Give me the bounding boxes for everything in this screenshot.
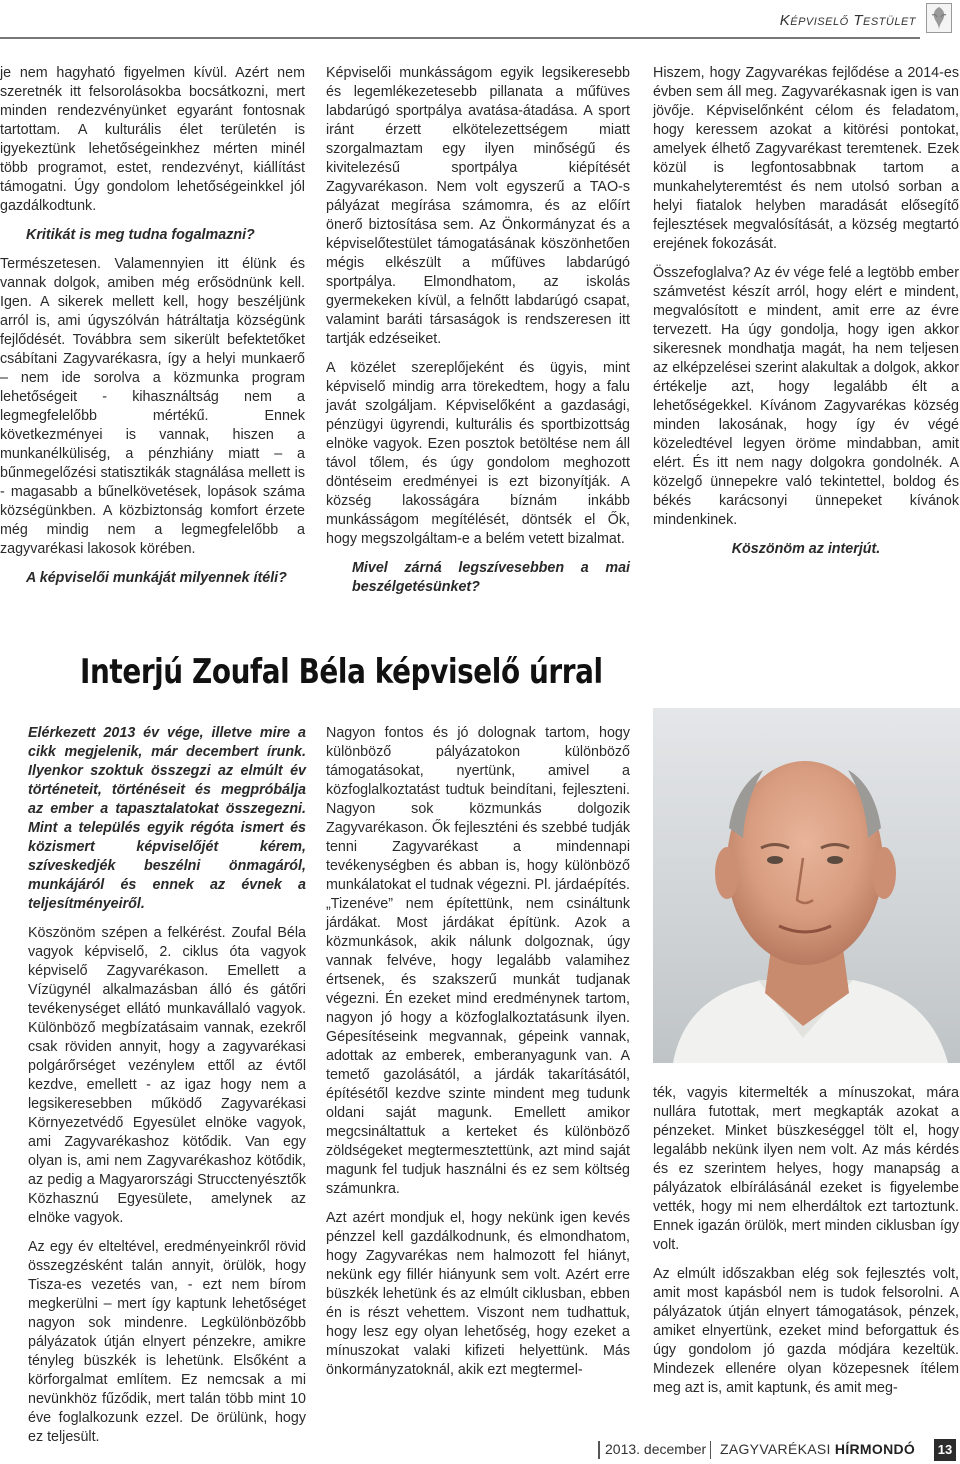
paragraph: Képviselői munkásságom egyik legsikeresebb és legemlékezetesebb pillanata a műfüves labdarúgó sportpálya avatása-átadása. A sport iránt érzett elkötelezettségem miatt szorgalmaztam egy ilyen minőségű és kivitelezésű sportpálya kiépítését Zagyvarékason. Nem volt egyszerű a TAO-s pályázat megírása számomra, és az előírt önerő biztosítása sem. Az Önkormányzat és a képviselőtestület támogatásának köszönhetően mégis elkészült a műfüves labdarúgó sportpálya. Elmondhatom, az iskolás gyermekeken kívül, a felnőtt labdarúgó csapat, valamint baráti társaságok is rendszeresen itt tartják edzéseiket. [326,65,630,347]
paragraph: Nagyon fontos és jó dolognak tartom, hogy különböző pályázatokon különböző támogatásokat, nyertünk, amivel a közfoglalkoztatást tudtuk beindítani, fejleszteni. Nagyon sok közmunkás dolgozik Zagyvarékason. Ők fejleszténi és szebbé tudják tenni Zagyvarékast a mindennapi tevékenységben és abban is, hogy különböző munkálatokat el tudnak végezni. Pl. járdaépítés. „Tizenéve” nem építettünk, nem csináltunk járdákat. Most járdákat építünk. Azok a közmunkások, akik nálunk dolgoznak, úgy vannak felvéve, hogy legalább valamihez értsenek, és szakszerű munkát tudjanak végezni. Én ezeket mind eredménynek tartom, nagyon jó hogy a közfoglalkoztatásunk ilyen. Gépesítéseink megvannak, gépeink vannak, adottak az emberek, emberanyagunk van. A temető gazolásától, a járdák takarításától, építésétől kezdve szinte mindent meg tudunk oldani saját magunk. Emellett amikor megcsináltattuk a kerteket és különböző zöldségeket megtermesztettünk, azt mind saját magunk fel tudjuk használni és ez sem költség számunkra. [326,725,630,1197]
publication-bold: HÍRMONDÓ [834,1441,916,1457]
closing-question: Köszönöm az interjút. [731,541,881,557]
interview-column-2 [326,724,630,1390]
footer-separator [710,1441,711,1459]
paragraph: ték, vagyis kitermelték a mínuszokat, mára nullára futottak, mert megkapták azokat a pénzeket. Minket büszkeséggel tölt el, hogy legalább nekünk ilyen nem volt. Az más kérdés és ez szerintem helyes, hogy manapság a pályázatok elbírálásánál ezeket is figyelembe vették, hogy mi nem elherdáltok ezt tartoztunk. Ennek igazán örülök, mert minden ciklusban így volt. [653,1085,959,1253]
lead-question: Elérkezett 2013 év vége, illetve mire a cikk megjelenik, már decembert írunk. Ilyenkor szoktuk összegzi az elmúlt év történeteit, történéseit és megpróbálja az ember a tapasztalatokat összegezni. Mint a település egyik régóta ismert és közismert képviselőjét kérem, szíveskedjék beszélni önmagáról, munkájáról és ennek az évnek a teljesítményeiről. [28,725,306,912]
interview-column-1 [28,724,306,1457]
article-column-3 [653,64,959,569]
page-number: 13 [934,1439,956,1461]
section-title: Képviselő Testület [779,12,916,29]
paragraph: A közélet szereplőjeként és ügyis, mint képviselő mindig arra törekedtem, hogy a falu javát szolgáljam. Képviselőként a gazdasági, pénzügyi ügyrendi, kulturális és sportbizottság elnöke vagyok. Ezen posztok betöltése nem áll távol tőlem, és úgy gondolom meghozott döntéseim eredményei is ezt bizonyítják. A község lakosságára bíznám inkább munkásságom megítélését, döntsék el Ők, hogy megszolgáltam-e a belém vetett bizalmat. [326,360,630,547]
publication-name [720,1441,915,1457]
paragraph: Az egy év elteltével, eredményeinkről rövid összegzésként talán annyit, örülök, hogy Tisza-es vezetés van, - ezt nem bírom megkerülni – mert így kaptunk lehetőséget nagyon sok mindenre. Legkülönbözőbb pályázatok útján elnyert pénzekre, amikre tényleg büszkék is lehetünk. Elsőként a körforgalmat említem. Ez nemcsak a mi nevünkhöz fűződik, mert talán több mint 10 éve foglalkozunk ezzel. De örülünk, hogy ez teljesült. [28,1239,306,1445]
article-headline: Interjú Zoufal Béla képviselő úrral [80,652,603,692]
footer-rule [598,1441,600,1459]
paragraph: Köszönöm szépen a felkérést. Zoufal Béla vagyok képviselő, 2. ciklus óta vagyok képviselő Zagyvarékason. Emellett a Vízügynél alkalmazásban álló és gátőri tevékenységet ellátó munkavállaló vagyok. Különböző megbízatásaim vannak, ezekről csak röviden annyit, hogy a zagyvarékasi polgárőrséget vezényleм ettől az évtől kezdve, emellett - az igaz hogy nem a legsikeresebben működő Zagyvarékasi Környezetvédő Egyesület elnöke vagyok, ami Zagyvarékashoz kötődik. Van egy olyan is, ami nem Zagyvarékashoz kötődik, az pedig a Magyarországi Strucctenyésztők Közhasznú Egyesülete, amelynek az elnöke vagyok. [28,925,306,1226]
header-rule [0,37,920,39]
portrait-photo [653,708,960,1063]
interview-column-3 [653,1084,959,1408]
publication-prefix: ZAGYVARÉKASI [720,1441,835,1457]
crest-icon [926,3,952,33]
issue-date: 2013. december [605,1441,707,1457]
article-column-2 [326,64,630,607]
question: Kritikát is meg tudna fogalmazni? [26,227,255,243]
question: Mivel zárná legszívesebben a mai beszélgetésünket? [352,560,630,595]
paragraph: Az elmúlt időszakban elég sok fejlesztés volt, amit most kapásból nem is tudok felsorolni. A pályázatok útján elnyert támogatások, pénzek, amiket elnyertünk, ezeket mind beforgattuk és úgy gondolom jó gazda módjára kezeltük. Mindezek ellenére olyan közepesnek ítélem meg azt is, amit kaptunk, és amit meg- [653,1266,959,1396]
paragraph: Azt azért mondjuk el, hogy nekünk igen kevés pénzzel kell gazdálkodnunk, és elmondhatom, hogy Zagyvarékas nem halmozott fel hiányt, nekünk egy fillér hiányunk sem volt. Azért erre büszkék lehetünk és az elmúlt ciklusban, ebben én is részt vehettem. Viszont nem tudhattuk, hogy lesz egy olyan lehetőség, hogy ezeket a mínuszokat valaki kifizeti helyettünk. Más önkormányzatoknál, akik ezt megtermel- [326,1210,630,1378]
paragraph: je nem hagyható figyelmen kívül. Azért nem szeretnék itt felsorolásokba bocsátkozni, mert minden rendezvényünket egyaránt fontosnak tartottam. A kulturális élet területén is igyekeztünk lehetőségeinkhez mérten minél több programot, estet, rendezvényt, kiállítást támogatni. Úgy gondolom lehetőségeinkkel jól gazdálkodtunk. [0,65,305,214]
portrait-illustration [653,708,960,1063]
paragraph: Összefoglalva? Az év vége felé a legtöbb ember számvetést készít arról, hogy elért e mindent, megvalósított e mindent, amit erre az évre tervezett. Ha úgy gondolja, hogy igen akkor sikeresnek mondhatja magát, ha nem teljesen az elképzelései szerint alakultak a dolgok, akkor értékelje azt, hogy legalább élt a lehetőségekkel. Kívánom Zagyvarékas község minden lakosának, hogy így év végé közeledtével legyen öröme mindabban, amit elért. És itt nem nagy dolgokra gondolnék. A közelgő ünnepekre való tekintettel, boldog és békés karácsonyi ünnepeket kívánok mindenkinek. [653,265,959,528]
article-column-1 [0,64,305,598]
paragraph: Természetesen. Valamennyien itt élünk és vannak dolgok, amiben még erősödnünk kell. Igen. A sikerek mellett kell, hogy beszéljünk arról is, ami úgyszólván hátráltatja községünk fejlődését. Továbbra sem sikerült befektetőket csábítani Zagyvarékasra, így a helyi munkaerő – nem ide sorolva a közmunka program lehetőségeit - kihasználtság nem a legmegfelelőbb mértékű. Ennek következményei is vannak, hiszen a munkanélküliség, a pénzhiány miatt – a bűnmegelőzési statisztikák stagnálása mellett is - magasabb a bűnelkövetések, lopások száma községünkben. A közbiztonság komfort érzete még mindig nem a legmegfelelőbb a zagyvarékasi lakosok körében. [0,256,305,557]
paragraph: Hiszem, hogy Zagyvarékas fejlődése a 2014-es évben sem áll meg. Zagyvarékasnak igen is van jövője. Képviselőnként célom és feladatom, hogy keressem azokat a kitörési pontokat, amelyek élhető Zagyvarékast teremtenek. Ezek közül is legfontosabbnak tartom a munkahelyteremtést és nem utolsó sorban a helyi fiatalok helyben maradását elősegítő fejlesztések megvalósítását, a község megtartó erejének fokozását. [653,65,959,252]
question: A képviselői munkáját milyennek ítéli? [26,570,287,586]
